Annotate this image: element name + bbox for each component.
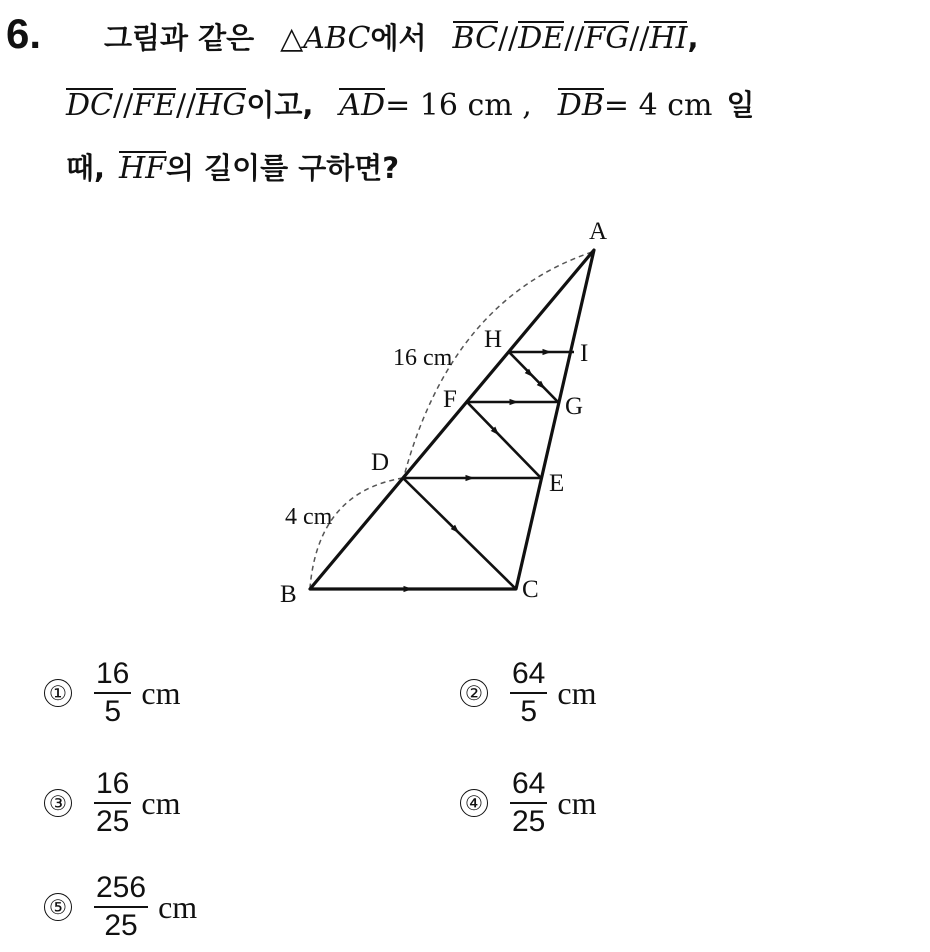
label-g: G [565,393,584,420]
label-db-length: 4 cm [285,504,333,530]
segment-dc: DC [66,88,114,123]
unit: cm [557,674,597,711]
label-h: H [484,326,503,353]
denominator: 25 [104,909,138,942]
segment-fe-line [467,402,541,478]
ask-text: 의 길이를 구하면? [166,151,400,185]
ad-value: = 16 cm , [385,88,532,123]
label-i: I [580,340,589,367]
segment-hf: HF [119,151,167,186]
segment-hg: HG [196,88,247,123]
suffix-when: 일 [726,88,755,122]
label-e: E [549,470,565,497]
triangle-outline [310,250,594,589]
denominator: 25 [512,805,546,838]
choice-marker: ④ [460,789,488,817]
parallel-sign: // [113,88,134,123]
line3-start: 때, [66,151,106,185]
arrow-fe [484,419,496,432]
label-b: B [280,581,297,608]
segment-hg-line [509,352,558,402]
parallel-sign: // [564,21,585,56]
comma: , [687,21,699,55]
label-a: A [589,218,608,245]
segment-ad: AD [339,88,386,123]
unit: cm [141,784,181,821]
segment-hi: HI [649,21,688,56]
choice-3[interactable] [44,758,180,848]
segment-fg: FG [584,21,630,56]
segment-dc-line [403,478,516,589]
fraction [94,870,148,944]
question-number: 6. [6,10,42,57]
numerator: 16 [96,767,130,800]
denominator: 25 [96,805,130,838]
suffix-in: 에서 [370,21,427,55]
arrow-dc [444,518,456,530]
triangle-symbol: △ [280,21,304,56]
suffix-and: 이고, [246,88,314,122]
label-f: F [443,386,457,413]
segment-fe: FE [133,88,176,123]
fraction [94,656,131,730]
label-ad-length: 16 cm [393,345,453,371]
label-d: D [371,449,390,476]
fraction [94,766,131,840]
choice-marker: ② [460,679,488,707]
choice-5[interactable] [44,862,197,952]
numerator: 64 [512,657,546,690]
fraction [510,766,547,840]
arrow-hg-2 [530,374,542,386]
label-c: C [522,576,539,603]
denominator: 5 [104,695,122,728]
numerator: 64 [512,767,546,800]
db-value: = 4 cm [603,88,713,123]
unit: cm [557,784,597,821]
parallel-sign: // [175,88,197,123]
triangle-name: ABC [303,21,371,56]
segment-bc: BC [452,21,499,56]
unit: cm [158,888,198,925]
choice-marker: ① [44,679,72,707]
denominator: 5 [520,695,538,728]
choice-marker: ⑤ [44,893,72,921]
choice-1[interactable] [44,648,180,738]
unit: cm [141,674,181,711]
choice-marker: ③ [44,789,72,817]
intro-text: 그림과 같은 [104,21,255,55]
segment-de: DE [518,21,565,56]
fraction [510,656,547,730]
choice-2[interactable] [460,648,596,738]
numerator: 16 [96,657,130,690]
parallel-sign: // [498,21,519,56]
choice-4[interactable] [460,758,596,848]
segment-db: DB [557,88,604,123]
numerator: 256 [96,871,147,904]
parallel-sign: // [629,21,650,56]
arrow-hg [518,362,530,374]
